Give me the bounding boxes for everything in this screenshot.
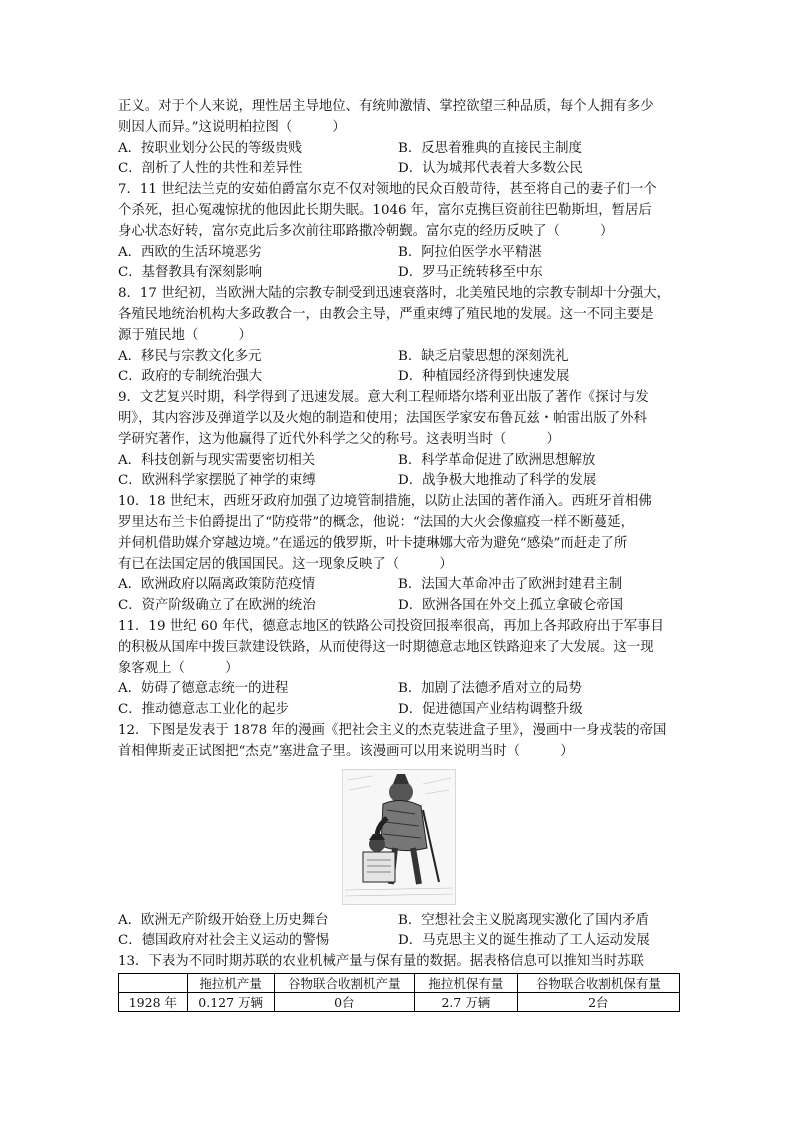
q6-option-c: C．剖析了人性的共性和差异性 — [118, 161, 303, 177]
q11-option-a: A．妨碍了德意志统一的进程 — [118, 681, 289, 697]
q8-text-line: 各殖民地统治机构大多政教合一，由教会主导，严重束缚了殖民地的发展。这一不同主要是 — [118, 306, 654, 322]
q9-text-line: 明》，其内容涉及弹道学以及火炮的制造和使用；法国医学家安布鲁瓦兹・帕雷出版了外科 — [118, 410, 647, 426]
q7-option-d: D．罗马正统转移至中东 — [398, 265, 543, 281]
q11-text-line: 11．19 世纪 60 年代，德意志地区的铁路公司投资回报率很高，再加上各邦政府出于军事目 — [118, 618, 664, 634]
q11-text-line: 象客观上（ ） — [118, 660, 239, 676]
q10-options-row — [118, 596, 680, 617]
q8-text-line: 8．17 世纪初，当欧洲大陆的宗教专制受到迅速衰落时，北美殖民地的宗教专制却十分强大， — [118, 286, 671, 302]
q7-option-a: A．西欧的生活环境恶劣 — [118, 244, 262, 260]
q6-options-row — [118, 139, 680, 160]
table-cell: 0台 — [274, 992, 415, 1011]
q9-text-line: 学研究著作，这为他赢得了近代外科学之父的称号。这表明当时（ ） — [118, 431, 560, 447]
table-header-cell: 拖拉机产量 — [187, 973, 274, 992]
q12-options-row — [118, 911, 680, 932]
q6-text-line: 正义。对于个人来说，理性居主导地位、有统帅激情、掌控欲望三种品质，每个人拥有多少 — [118, 99, 654, 114]
q8-option-c: C．政府的专制统治强大 — [118, 369, 263, 385]
q12-option-d: D．马克思主义的诞生推动了工人运动发展 — [398, 933, 650, 949]
q6-text-line: 则因人而异。”这说明柏拉图（ ） — [118, 119, 346, 135]
q9-text-line: 9．文艺复兴时期，科学得到了迅速发展。意大利工程师塔尔塔利亚出版了著作《探讨与发 — [118, 390, 649, 406]
q13-text-line: 13．下表为不同时期苏联的农业机械产量与保有量的数据。据表格信息可以推知当时苏联 — [118, 954, 644, 970]
q10-text-line: 10．18 世纪末，西班牙政府加强了边境管制措施，以防止法国的著作涌入。西班牙首相佛 — [118, 494, 652, 510]
table-cell: 2台 — [517, 992, 679, 1011]
q13-data-table — [118, 973, 680, 1012]
q7-text-line: 身心状态好转，富尔克此后多次前往耶路撒冷朝觐。富尔克的经历反映了（ ） — [118, 223, 614, 239]
q8-option-b: B．缺乏启蒙思想的深刻洗礼 — [398, 348, 569, 364]
q11-option-d: D．促进德国产业结构调整升级 — [398, 702, 583, 718]
bismarck-cartoon-image — [342, 769, 456, 905]
q10-options-row — [118, 575, 680, 596]
table-header-cell: 谷物联合收割机保有量 — [517, 973, 679, 992]
table-cell: 1928 年 — [119, 992, 188, 1011]
q10-text-line: 并伺机借助媒介穿越边境。”在遥远的俄罗斯，叶卡捷琳娜大帝为避免“感染”而赶走了所 — [118, 535, 628, 551]
q12-option-c: C．德国政府对社会主义运动的警惕 — [118, 933, 330, 949]
q12-options-row — [118, 931, 680, 952]
q6-option-a: A．按职业划分公民的等级贵贱 — [118, 140, 302, 156]
q9-options-row — [118, 471, 680, 492]
q10-option-d: D．欧洲各国在外交上孤立拿破仑帝国 — [398, 598, 623, 614]
exam-page — [118, 97, 680, 1012]
q11-text-line: 的积极从国库中拨巨款建设铁路，从而使得这一时期德意志地区铁路迎来了大发展。这一现 — [118, 639, 654, 655]
q10-text-line: 有已在法国定居的俄国国民。这一现象反映了（ ） — [118, 556, 453, 572]
table-cell: 2.7 万辆 — [415, 992, 518, 1011]
q9-option-a: A．科技创新与现实需要密切相关 — [118, 452, 316, 468]
q7-text-line: 个杀死，担心冤魂惊扰的他因此长期失眠。1046 年，富尔克携巨资前往巴勒斯坦，暂居后 — [118, 202, 652, 218]
q12-text-line: 首相俾斯麦正试图把“杰克”塞进盒子里。该漫画可以用来说明当时（ ） — [118, 743, 574, 759]
q8-option-a: A．移民与宗教文化多元 — [118, 348, 262, 364]
q12-option-a: A．欧洲无产阶级开始登上历史舞台 — [118, 912, 329, 928]
q10-option-c: C．资产阶级确立了在欧洲的统治 — [118, 598, 316, 614]
q9-option-b: B．科学革命促进了欧洲思想解放 — [398, 452, 596, 468]
q11-options-row — [118, 679, 680, 700]
table-cell: 0.127 万辆 — [187, 992, 274, 1011]
table-header-cell: 谷物联合收割机产量 — [274, 973, 415, 992]
q9-options-row — [118, 451, 680, 472]
q8-options-row — [118, 347, 680, 368]
q11-options-row — [118, 700, 680, 721]
q6-option-d: D．认为城邦代表着大多数公民 — [398, 161, 583, 177]
q11-option-b: B．加剧了法德矛盾对立的局势 — [398, 681, 582, 697]
q12-text-line: 12．下图是发表于 1878 年的漫画《把社会主义的杰克装进盒子里》，漫画中一身戎装的帝国 — [118, 722, 667, 738]
q10-text-line: 罗里达布兰卡伯爵提出了“防疫带”的概念，他说：“法国的大火会像瘟疫一样不断蔓延， — [118, 514, 634, 530]
q11-option-c: C．推动德意志工业化的起步 — [118, 702, 289, 718]
cartoon-figure — [118, 769, 680, 907]
q10-option-a: A．欧洲政府以隔离政策防范疫情 — [118, 577, 316, 593]
q9-option-c: C．欧洲科学家摆脱了神学的束缚 — [118, 473, 316, 489]
q7-options-row — [118, 243, 680, 264]
table-header-cell: 拖拉机保有量 — [415, 973, 518, 992]
q10-option-b: B．法国大革命冲击了欧洲封建君主制 — [398, 577, 623, 593]
q9-option-d: D．战争极大地推动了科学的发展 — [398, 473, 597, 489]
table-row — [119, 992, 680, 1011]
q7-options-row — [118, 263, 680, 284]
table-header-row — [119, 973, 680, 992]
q7-text-line: 7．11 世纪法兰克的安茹伯爵富尔克不仅对领地的民众百般苛待，甚至将自己的妻子们一个 — [118, 182, 657, 198]
q7-option-c: C．基督教具有深刻影响 — [118, 265, 263, 281]
q8-option-d: D．种植园经济得到快速发展 — [398, 369, 570, 385]
q6-options-row — [118, 159, 680, 180]
q12-option-b: B．空想社会主义脱离现实激化了国内矛盾 — [398, 912, 649, 928]
q7-option-b: B．阿拉伯医学水平精湛 — [398, 244, 542, 260]
q8-options-row — [118, 367, 680, 388]
q8-text-line: 源于殖民地（ ） — [118, 327, 252, 343]
q6-option-b: B．反思着雅典的直接民主制度 — [398, 140, 582, 156]
table-header-cell — [119, 973, 188, 992]
